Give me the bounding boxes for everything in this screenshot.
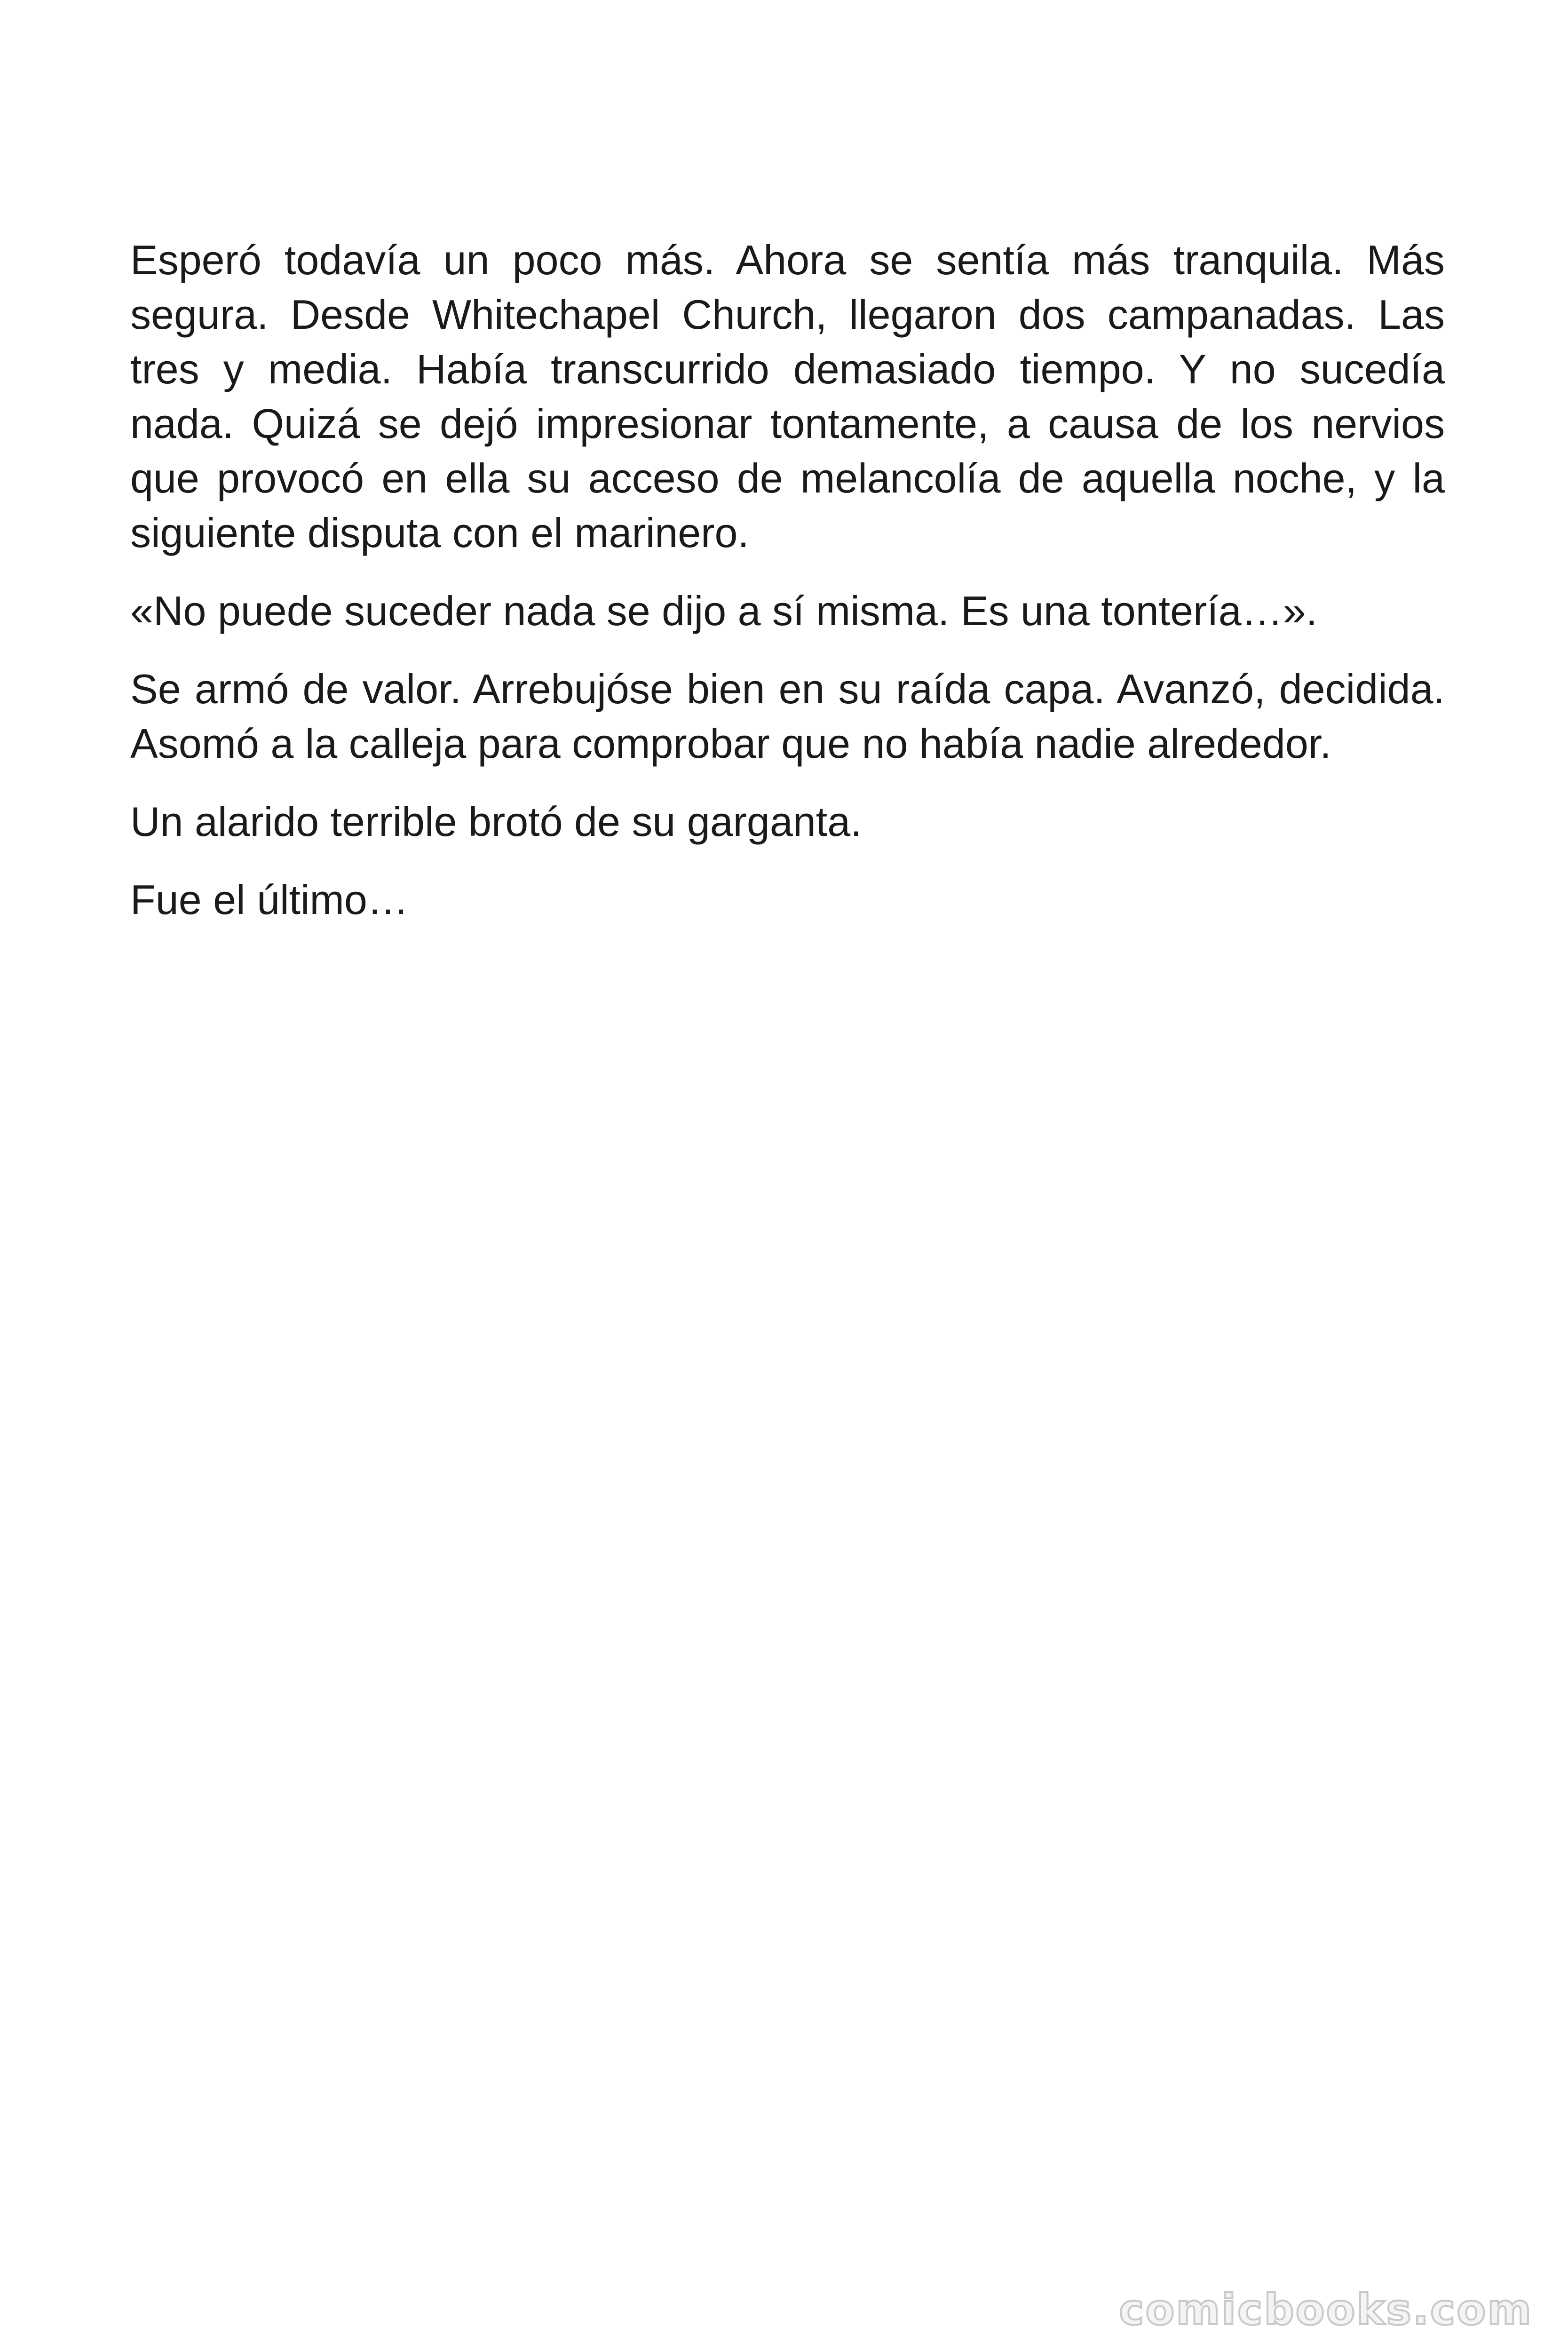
paragraph-4: Un alarido terrible brotó de su garganta.: [130, 798, 862, 845]
paragraph-3: Se armó de valor. Arrebujóse bien en su raída capa. Avanzó, decidida. Asomó a la calleja para comprobar que no había nadie alrededor.: [130, 666, 1445, 767]
body-text: [130, 233, 1445, 951]
paragraph-5: Fue el último…: [130, 876, 409, 923]
paragraph-1: Esperó todavía un poco más. Ahora se sentía más tranquila. Más segura. Desde Whitechapel Church, llegaron dos campanadas. Las tres y media. Había transcurrido demasiado tiempo. Y no sucedía nada. Quizá se dejó impresionar tontamente, a causa de los nervios que provocó en ella su acceso de melancolía de aquella noche, y la siguiente disputa con el marinero.: [130, 237, 1445, 556]
watermark: comicbooks.com: [1119, 2285, 1533, 2335]
paragraph-2: «No puede suceder nada se dijo a sí misma. Es una tontería…».: [130, 588, 1318, 634]
